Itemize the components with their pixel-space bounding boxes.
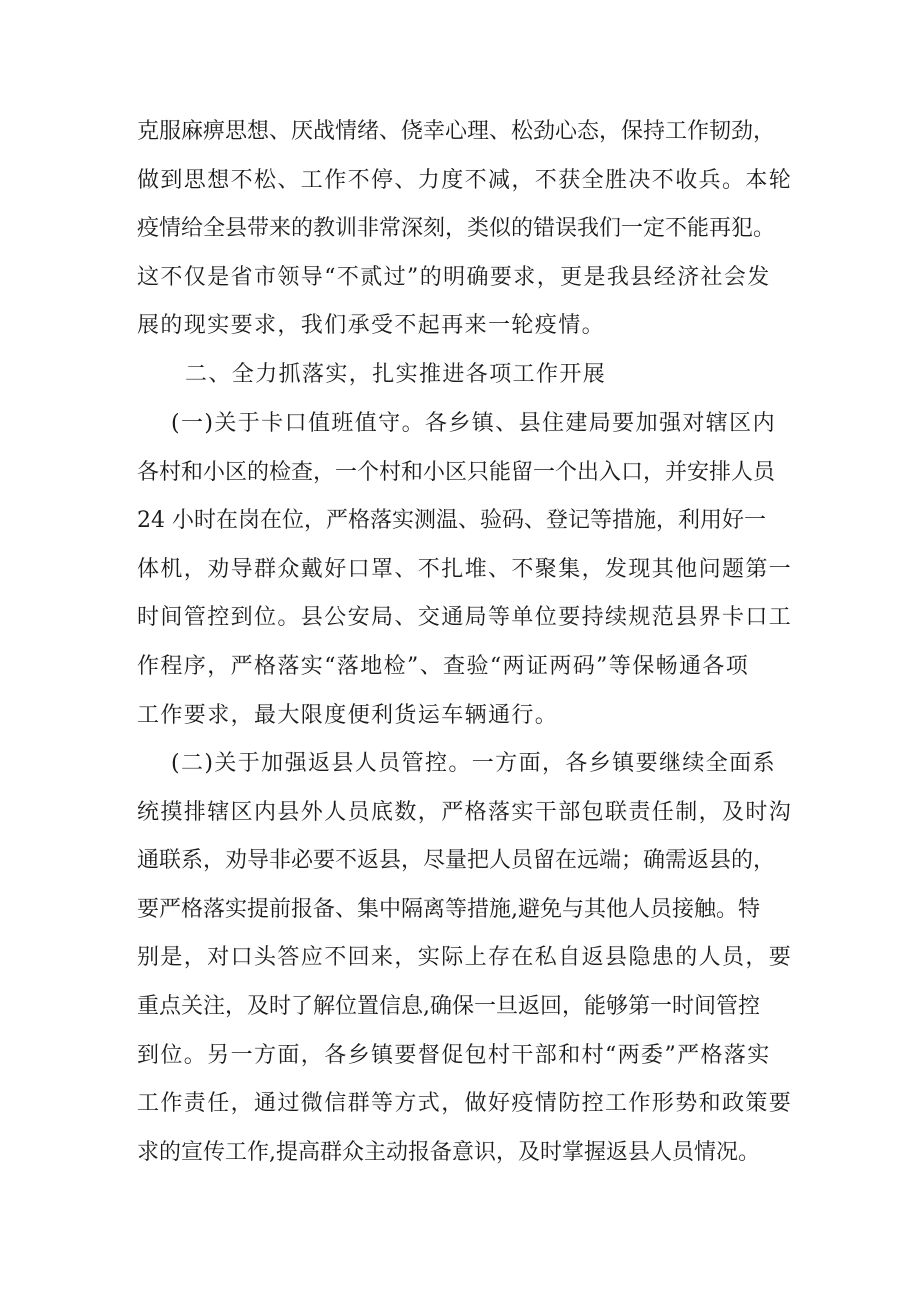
text-line: 疫情给全县带来的教训非常深刻，类似的错误我们一定不能再犯。	[137, 216, 776, 242]
heading-text: 二、全力抓落实，扎实推进各项工作开展	[185, 362, 607, 387]
text-line: 重点关注，及时了解位置信息,确保一旦返回，能够第一时间管控	[137, 993, 760, 1019]
text-line: 24 小时在岗在位，严格落实测温、验码、登记等措施，利用好一	[137, 508, 766, 534]
text-line: 别是，对口头答应不回来，实际上存在私自返县隐患的人员，要	[137, 945, 793, 971]
text-line: 这不仅是省市领导“不贰过”的明确要求，更是我县经济社会发	[137, 264, 771, 290]
text-line: 统摸排辖区内县外人员底数，严格落实干部包联责任制，及时沟	[137, 799, 793, 825]
section-heading	[185, 351, 845, 400]
text-line: 做到思想不松、工作不停、力度不减，不获全胜决不收兵。本轮	[137, 167, 793, 193]
text-line: (一)关于卡口值班值守。各乡镇、县住建局要加强对辖区内	[171, 411, 776, 436]
paragraph-returnee-control	[137, 740, 797, 1177]
text-line: 作程序，严格落实“落地检”、查验“两证两码”等保畅通各项	[137, 653, 750, 679]
text-line: 各村和小区的检查，一个村和小区只能留一个出入口，并安排人员	[137, 459, 776, 485]
text-line: 到位。另一方面，各乡镇要督促包村干部和村“两委”严格落实	[137, 1042, 771, 1068]
text-line: 通联系，劝导非必要不返县，尽量把人员留在远端；确需返县的，	[137, 848, 776, 874]
text-line: 求的宣传工作,提高群众主动报备意识，及时掌握返县人员情况。	[137, 1139, 760, 1165]
text-line: 时间管控到位。县公安局、交通局等单位要持续规范县界卡口工	[137, 605, 793, 631]
text-line: 展的现实要求，我们承受不起再来一轮疫情。	[137, 313, 606, 339]
paragraph-intro	[137, 108, 797, 351]
text-line: 工作责任，通过微信群等方式，做好疫情防控工作形势和政策要	[137, 1091, 793, 1117]
text-line: 要严格落实提前报备、集中隔离等措施,避免与其他人员接触。特	[137, 896, 760, 922]
text-line: 工作要求，最大限度便利货运车辆通行。	[137, 702, 559, 728]
text-line: 克服麻痹思想、厌战情绪、侥幸心理、松劲心态，保持工作韧劲，	[137, 119, 776, 144]
text-line: 体机，劝导群众戴好口罩、不扎堆、不聚集，发现其他问题第一	[137, 556, 793, 582]
text-line: (二)关于加强返县人员管控。一方面，各乡镇要继续全面系	[171, 751, 776, 776]
paragraph-checkpoint-duty	[137, 400, 797, 740]
